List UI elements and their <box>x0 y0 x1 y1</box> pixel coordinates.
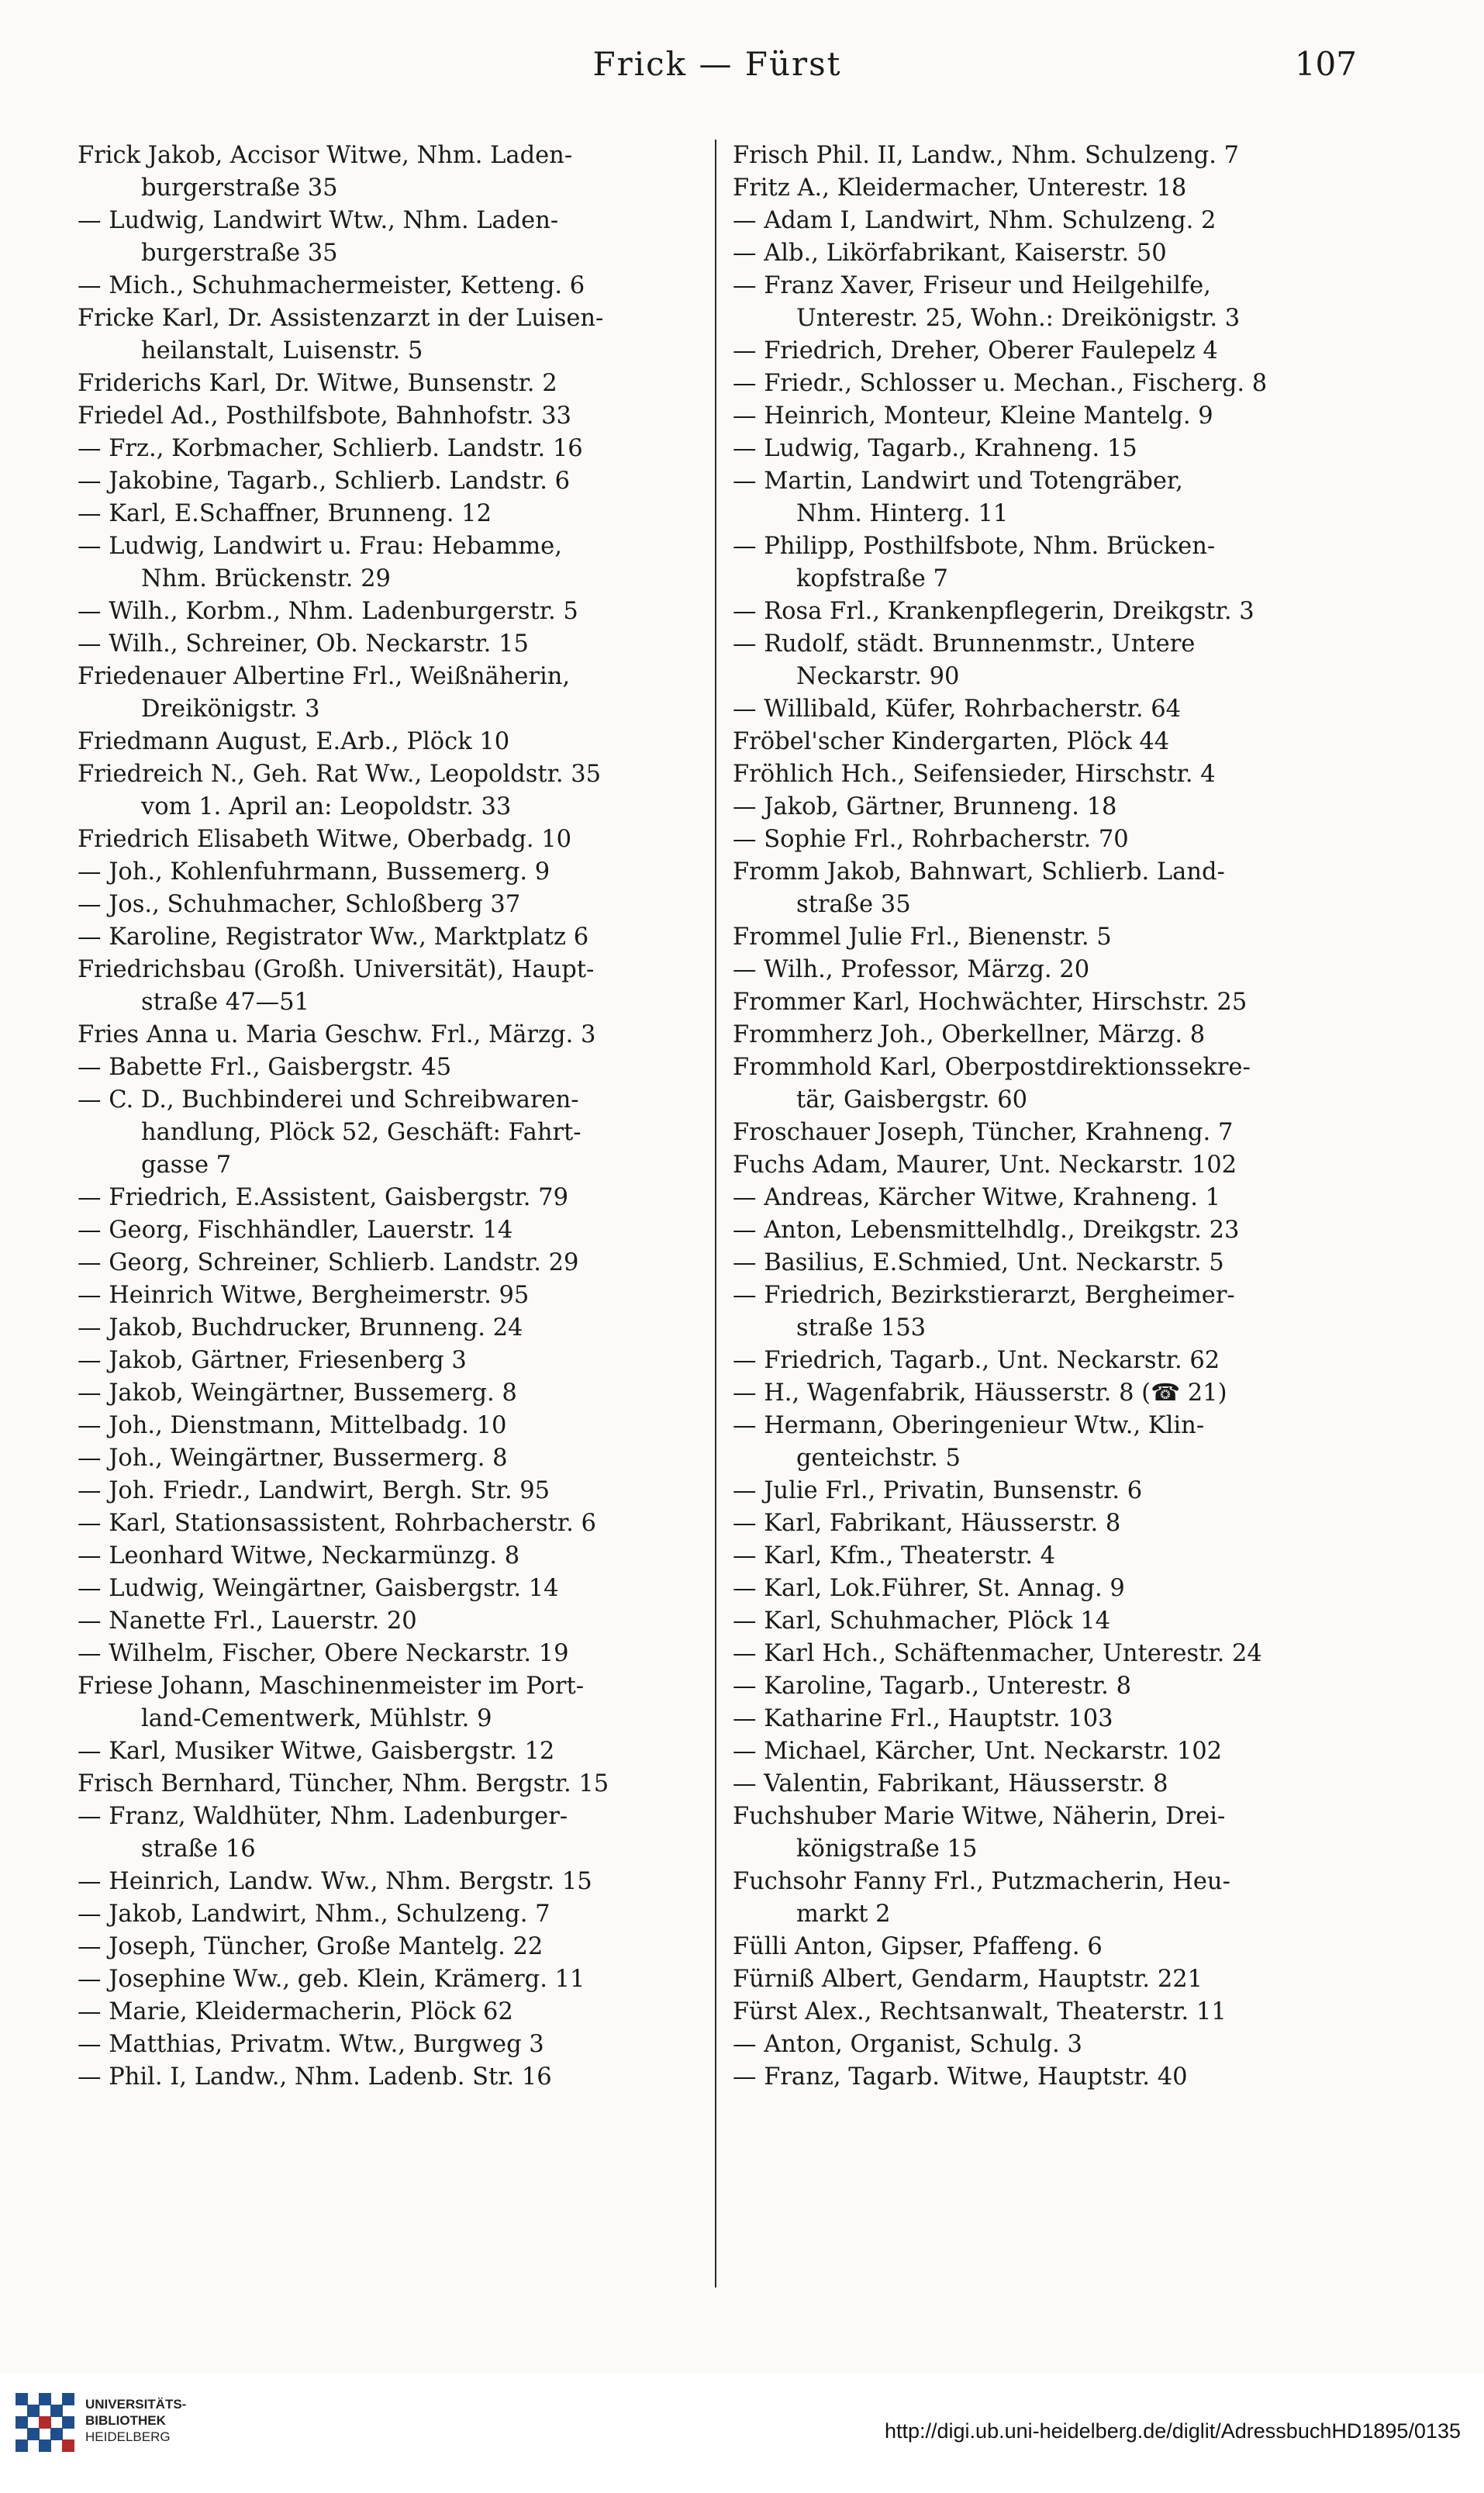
directory-entry: Frommel Julie Frl., Bienenstr. 5 <box>733 924 1112 951</box>
directory-entry: — Philipp, Posthilfsbote, Nhm. Brücken- <box>733 533 1216 560</box>
directory-entry: — Martin, Landwirt und Totengräber, <box>733 468 1183 495</box>
directory-entry: — Babette Frl., Gaisbergstr. 45 <box>78 1054 452 1081</box>
directory-entry: — Joseph, Tüncher, Große Mantelg. 22 <box>78 1933 544 1960</box>
directory-entry: — Franz Xaver, Friseur und Heilgehilfe, <box>733 272 1211 299</box>
directory-entry: Fülli Anton, Gipser, Pfaffeng. 6 <box>733 1933 1103 1960</box>
directory-entry: — Wilh., Schreiner, Ob. Neckarstr. 15 <box>78 630 529 658</box>
directory-entry: Fuchshuber Marie Witwe, Näherin, Drei- <box>733 1803 1226 1830</box>
column-divider <box>715 140 716 2288</box>
directory-entry: — Hermann, Oberingenieur Wtw., Klin- <box>733 1412 1205 1439</box>
directory-entry: — Franz, Waldhüter, Nhm. Ladenburger- <box>78 1803 568 1830</box>
directory-entry: Fuchsohr Fanny Frl., Putzmacherin, Heu- <box>733 1868 1230 1895</box>
directory-entry: — Josephine Ww., geb. Klein, Krämerg. 11 <box>78 1966 585 1993</box>
directory-entry: — Mich., Schuhmachermeister, Ketteng. 6 <box>78 272 585 299</box>
directory-entry: — Jakob, Buchdrucker, Brunneng. 24 <box>78 1314 523 1341</box>
directory-entry: — Friedrich, E.Assistent, Gaisbergstr. 79 <box>78 1184 568 1211</box>
directory-entry-continuation: kopfstraße 7 <box>796 565 948 592</box>
directory-entry: — C. D., Buchbinderei und Schreibwaren- <box>78 1086 579 1114</box>
directory-entry: Friedmann August, E.Arb., Plöck 10 <box>78 728 510 755</box>
directory-entry: — Jos., Schuhmacher, Schloßberg 37 <box>78 891 521 918</box>
directory-entry: — Karl, E.Schaffner, Brunneng. 12 <box>78 500 492 527</box>
directory-entry: Frisch Bernhard, Tüncher, Nhm. Bergstr. 15 <box>78 1770 609 1797</box>
directory-entry: Frommer Karl, Hochwächter, Hirschstr. 25 <box>733 989 1248 1016</box>
directory-entry: — Ludwig, Weingärtner, Gaisbergstr. 14 <box>78 1575 559 1602</box>
directory-entry: — H., Wagenfabrik, Häusserstr. 8 (☎ 21) <box>733 1379 1227 1407</box>
directory-entry: — Karl, Kfm., Theaterstr. 4 <box>733 1542 1056 1569</box>
footer <box>0 2373 1484 2493</box>
directory-entry-continuation: handlung, Plöck 52, Geschäft: Fahrt- <box>141 1119 582 1146</box>
directory-entry: — Rosa Frl., Krankenpflegerin, Dreikgstr. 3 <box>733 598 1254 625</box>
directory-entry: — Karl, Lok.Führer, St. Annag. 9 <box>733 1575 1125 1602</box>
directory-entry: — Joh., Dienstmann, Mittelbadg. 10 <box>78 1412 507 1439</box>
directory-entry: — Karoline, Registrator Ww., Marktplatz 6 <box>78 924 589 951</box>
directory-entry-continuation: land-Cementwerk, Mühlstr. 9 <box>141 1705 492 1732</box>
directory-entry: — Willibald, Küfer, Rohrbacherstr. 64 <box>733 696 1182 723</box>
directory-entry: — Anton, Lebensmittelhdlg., Dreikgstr. 23 <box>733 1217 1240 1244</box>
directory-entry: — Leonhard Witwe, Neckarmünzg. 8 <box>78 1542 520 1569</box>
directory-entry: — Basilius, E.Schmied, Unt. Neckarstr. 5 <box>733 1249 1224 1276</box>
directory-entry: Fuchs Adam, Maurer, Unt. Neckarstr. 102 <box>733 1152 1237 1179</box>
directory-entry: Friedreich N., Geh. Rat Ww., Leopoldstr. 35 <box>78 761 602 788</box>
directory-entry: — Karl, Stationsassistent, Rohrbacherstr. 6 <box>78 1510 596 1537</box>
directory-entry: — Georg, Schreiner, Schlierb. Landstr. 29 <box>78 1249 579 1276</box>
directory-entry: — Andreas, Kärcher Witwe, Krahneng. 1 <box>733 1184 1221 1211</box>
directory-entry: — Wilh., Korbm., Nhm. Ladenburgerstr. 5 <box>78 598 578 625</box>
directory-columns <box>78 140 1357 2288</box>
directory-entry: — Jakob, Gärtner, Friesenberg 3 <box>78 1347 467 1374</box>
directory-entry: — Adam I, Landwirt, Nhm. Schulzeng. 2 <box>733 207 1217 234</box>
directory-entry: — Friedrich, Tagarb., Unt. Neckarstr. 62 <box>733 1347 1220 1374</box>
directory-entry: Friedrich Elisabeth Witwe, Oberbadg. 10 <box>78 826 572 853</box>
directory-entry: — Karl, Fabrikant, Häusserstr. 8 <box>733 1510 1121 1537</box>
directory-entry: — Franz, Tagarb. Witwe, Hauptstr. 40 <box>733 2063 1188 2091</box>
directory-entry: — Phil. I, Landw., Nhm. Ladenb. Str. 16 <box>78 2063 552 2091</box>
directory-entry: — Wilhelm, Fischer, Obere Neckarstr. 19 <box>78 1640 569 1667</box>
directory-entry: — Friedr., Schlosser u. Mechan., Fischerg. 8 <box>733 370 1268 397</box>
directory-entry: — Karl, Musiker Witwe, Gaisbergstr. 12 <box>78 1738 555 1765</box>
directory-entry: — Sophie Frl., Rohrbacherstr. 70 <box>733 826 1129 853</box>
directory-entry: — Jakobine, Tagarb., Schlierb. Landstr. 6 <box>78 468 571 495</box>
directory-entry-continuation: vom 1. April an: Leopoldstr. 33 <box>141 793 512 820</box>
directory-entry-continuation: Dreikönigstr. 3 <box>141 696 320 723</box>
directory-entry: Frisch Phil. II, Landw., Nhm. Schulzeng. 7 <box>733 142 1240 169</box>
directory-entry: Frommherz Joh., Oberkellner, Märzg. 8 <box>733 1021 1206 1048</box>
directory-entry: Froschauer Joseph, Tüncher, Krahneng. 7 <box>733 1119 1234 1146</box>
directory-entry: Fröbel'scher Kindergarten, Plöck 44 <box>733 728 1170 755</box>
directory-entry: — Jakob, Landwirt, Nhm., Schulzeng. 7 <box>78 1901 550 1928</box>
directory-entry: Friese Johann, Maschinenmeister im Port- <box>78 1673 585 1700</box>
directory-entry: — Rudolf, städt. Brunnenmstr., Untere <box>733 630 1196 658</box>
directory-entry: Friderichs Karl, Dr. Witwe, Bunsenstr. 2 <box>78 370 557 397</box>
directory-entry: — Wilh., Professor, Märzg. 20 <box>733 956 1090 983</box>
directory-entry-continuation: burgerstraße 35 <box>141 174 338 202</box>
directory-entry-continuation: burgerstraße 35 <box>141 240 338 267</box>
directory-entry: Fries Anna u. Maria Geschw. Frl., Märzg. 3 <box>78 1021 596 1048</box>
directory-entry: — Julie Frl., Privatin, Bunsenstr. 6 <box>733 1477 1143 1504</box>
directory-entry: — Anton, Organist, Schulg. 3 <box>733 2031 1082 2058</box>
left-column <box>78 140 698 2288</box>
directory-entry-continuation: straße 47—51 <box>141 989 309 1016</box>
directory-entry-continuation: Unterestr. 25, Wohn.: Dreikönigstr. 3 <box>796 305 1241 332</box>
running-title: Frick — Fürst <box>592 45 842 83</box>
directory-entry: — Karoline, Tagarb., Unterestr. 8 <box>733 1673 1131 1700</box>
directory-entry-continuation: königstraße 15 <box>796 1835 978 1863</box>
directory-entry: — Friedrich, Bezirkstierarzt, Bergheimer- <box>733 1282 1235 1309</box>
directory-entry: — Katharine Frl., Hauptstr. 103 <box>733 1705 1113 1732</box>
library-name-line1: UNIVERSITÄTS- <box>85 2397 187 2412</box>
directory-entry: — Jakob, Gärtner, Brunneng. 18 <box>733 793 1117 820</box>
directory-entry: — Heinrich, Monteur, Kleine Mantelg. 9 <box>733 402 1213 430</box>
directory-entry: Fürniß Albert, Gendarm, Hauptstr. 221 <box>733 1966 1203 1993</box>
directory-entry: — Alb., Likörfabrikant, Kaiserstr. 50 <box>733 240 1167 267</box>
directory-entry: — Ludwig, Tagarb., Krahneng. 15 <box>733 435 1137 462</box>
library-logo-icon <box>12 2390 78 2455</box>
directory-entry: — Karl Hch., Schäftenmacher, Unterestr. 24 <box>733 1640 1262 1667</box>
directory-entry: — Matthias, Privatm. Wtw., Burgweg 3 <box>78 2031 544 2058</box>
directory-entry-continuation: straße 153 <box>796 1314 927 1341</box>
directory-entry: — Heinrich, Landw. Ww., Nhm. Bergstr. 15 <box>78 1868 592 1895</box>
directory-entry-continuation: tär, Gaisbergstr. 60 <box>796 1086 1028 1114</box>
directory-entry: Frommhold Karl, Oberpostdirektionssekre- <box>733 1054 1251 1081</box>
directory-entry: Frick Jakob, Accisor Witwe, Nhm. Laden- <box>78 142 573 169</box>
page-number: 107 <box>1294 45 1357 83</box>
directory-entry-continuation: Nhm. Brückenstr. 29 <box>141 565 391 592</box>
page-header <box>78 45 1357 92</box>
directory-entry: Fürst Alex., Rechtsanwalt, Theaterstr. 11 <box>733 1998 1227 2025</box>
directory-entry: — Georg, Fischhändler, Lauerstr. 14 <box>78 1217 513 1244</box>
directory-entry: — Frz., Korbmacher, Schlierb. Landstr. 16 <box>78 435 583 462</box>
directory-entry: — Marie, Kleidermacherin, Plöck 62 <box>78 1998 513 2025</box>
directory-entry: — Karl, Schuhmacher, Plöck 14 <box>733 1607 1111 1635</box>
directory-entry-continuation: genteichstr. 5 <box>796 1445 961 1472</box>
directory-entry: — Valentin, Fabrikant, Häusserstr. 8 <box>733 1770 1168 1797</box>
directory-entry-continuation: markt 2 <box>796 1901 891 1928</box>
library-name <box>85 2396 186 2445</box>
directory-entry: Friedenauer Albertine Frl., Weißnäherin, <box>78 663 571 690</box>
directory-entry-continuation: straße 16 <box>141 1835 256 1863</box>
library-city: HEIDELBERG <box>85 2429 171 2444</box>
directory-entry: — Joh. Friedr., Landwirt, Bergh. Str. 95 <box>78 1477 550 1504</box>
directory-entry: Fromm Jakob, Bahnwart, Schlierb. Land- <box>733 858 1225 886</box>
directory-entry: Fröhlich Hch., Seifensieder, Hirschstr. 4 <box>733 761 1216 788</box>
directory-entry: — Nanette Frl., Lauerstr. 20 <box>78 1607 417 1635</box>
directory-entry: Fricke Karl, Dr. Assistenzarzt in der Luisen- <box>78 305 604 332</box>
directory-entry-continuation: Nhm. Hinterg. 11 <box>796 500 1009 527</box>
directory-entry-continuation: heilanstalt, Luisenstr. 5 <box>141 337 423 364</box>
directory-entry: Fritz A., Kleidermacher, Unterestr. 18 <box>733 174 1187 202</box>
source-url[interactable]: http://digi.ub.uni-heidelberg.de/diglit/AdressbuchHD1895/0135 <box>884 2419 1461 2443</box>
right-column <box>733 140 1353 2288</box>
directory-entry: — Joh., Kohlenfuhrmann, Bussemerg. 9 <box>78 858 550 886</box>
library-name-line2: BIBLIOTHEK <box>85 2413 166 2428</box>
directory-entry-continuation: gasse 7 <box>141 1152 232 1179</box>
directory-entry-continuation: Neckarstr. 90 <box>796 663 960 690</box>
directory-entry-continuation: straße 35 <box>796 891 911 918</box>
directory-entry: — Jakob, Weingärtner, Bussemerg. 8 <box>78 1379 517 1407</box>
directory-entry: — Ludwig, Landwirt Wtw., Nhm. Laden- <box>78 207 559 234</box>
directory-entry: — Ludwig, Landwirt u. Frau: Hebamme, <box>78 533 562 560</box>
directory-entry: — Heinrich Witwe, Bergheimerstr. 95 <box>78 1282 530 1309</box>
directory-entry: — Friedrich, Dreher, Oberer Faulepelz 4 <box>733 337 1218 364</box>
directory-entry: Friedel Ad., Posthilfsbote, Bahnhofstr. 33 <box>78 402 571 430</box>
directory-entry: — Michael, Kärcher, Unt. Neckarstr. 102 <box>733 1738 1223 1765</box>
directory-entry: — Joh., Weingärtner, Bussermerg. 8 <box>78 1445 508 1472</box>
directory-entry: Friedrichsbau (Großh. Universität), Haupt- <box>78 956 595 983</box>
